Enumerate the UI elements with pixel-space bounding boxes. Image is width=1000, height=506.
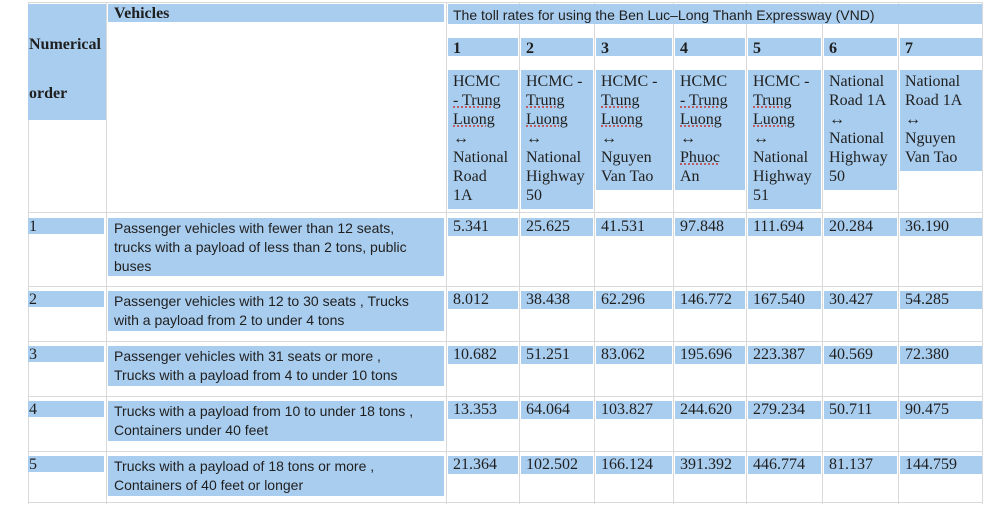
- route-line: ↔: [829, 111, 845, 128]
- vehicle-line: Trucks with a payload from 4 to under 10 tons: [114, 367, 398, 383]
- route-line: Highway: [526, 168, 585, 185]
- rate-value: 166.124: [601, 456, 653, 473]
- route-line: National: [526, 149, 582, 166]
- vehicle-line: Containers under 40 feet: [114, 422, 269, 438]
- route-line: 51: [753, 187, 769, 204]
- route-line: An: [680, 168, 700, 185]
- rate-value: 223.387: [753, 346, 805, 363]
- rate-value: 21.364: [453, 456, 497, 473]
- route-line: Trung: [526, 92, 565, 109]
- rate-value: 391.392: [680, 456, 732, 473]
- rate-value: 5.341: [453, 218, 489, 235]
- header-rates-title: The toll rates for using the Ben Luc–Long Thanh Expressway (VND): [453, 7, 875, 23]
- column-number: 7: [905, 40, 913, 57]
- rate-value: 83.062: [601, 346, 645, 363]
- rate-value: 36.190: [905, 218, 949, 235]
- rate-value: 144.759: [905, 456, 957, 473]
- vehicle-line: with a payload from 2 to under 4 tons: [114, 312, 345, 328]
- route-line: ↔: [601, 130, 617, 147]
- grid-line-vertical: [898, 2, 899, 504]
- grid-line-horizontal: [28, 286, 982, 287]
- route-line: Nguyen: [905, 130, 956, 147]
- column-route-label: [905, 72, 962, 167]
- column-number: 2: [526, 40, 534, 57]
- route-line: 1A: [453, 187, 473, 204]
- rate-value: 279.234: [753, 401, 805, 418]
- grid-line-vertical: [822, 2, 823, 504]
- column-route-label: [680, 72, 728, 186]
- vehicle-line: Passenger vehicles with fewer than 12 seats,: [114, 220, 395, 236]
- route-line: HCMC: [680, 73, 728, 90]
- rate-value: 90.475: [905, 401, 949, 418]
- rate-value: 8.012: [453, 291, 489, 308]
- route-line: Luong: [753, 111, 795, 128]
- route-line: Phuoc: [680, 149, 720, 166]
- header-order-label: order: [29, 85, 68, 102]
- rate-value: 111.694: [753, 218, 804, 235]
- row-vehicle-description: [114, 219, 407, 276]
- grid-line-vertical: [106, 2, 107, 504]
- column-route-label: [526, 72, 585, 205]
- row-order-number: 2: [29, 291, 37, 308]
- rate-value: 81.137: [829, 456, 873, 473]
- column-number: 1: [453, 40, 461, 57]
- route-line: ↔: [526, 130, 542, 147]
- rate-value: 146.772: [680, 291, 732, 308]
- route-line: ↔: [905, 111, 921, 128]
- rate-value: 97.848: [680, 218, 724, 235]
- grid-line-horizontal: [28, 341, 982, 342]
- route-line: Luong: [601, 111, 643, 128]
- rate-value: 64.064: [526, 401, 570, 418]
- row-vehicle-description: [114, 402, 413, 440]
- rate-value: 41.531: [601, 218, 645, 235]
- column-route-label: [753, 72, 812, 205]
- row-order-cell: [28, 346, 104, 362]
- rate-value: 244.620: [680, 401, 732, 418]
- route-line: Van Tao: [601, 168, 654, 185]
- rate-value: 38.438: [526, 291, 570, 308]
- column-number: 4: [680, 40, 688, 57]
- route-line: ↔: [453, 130, 469, 147]
- rate-value: 40.569: [829, 346, 873, 363]
- column-route-label: [453, 72, 508, 205]
- route-line: Van Tao: [905, 149, 958, 166]
- rate-value: 20.284: [829, 218, 873, 235]
- route-line: Luong: [680, 111, 722, 128]
- vehicle-line: Trucks with a payload from 10 to under 18 tons ,: [114, 403, 414, 419]
- route-line: National: [829, 130, 885, 147]
- route-line: Road: [453, 168, 487, 185]
- rate-value: 50.711: [829, 401, 873, 418]
- rate-value: 103.827: [601, 401, 653, 418]
- row-order-cell: [28, 456, 104, 472]
- route-line: National: [905, 73, 961, 90]
- route-line: HCMC -: [753, 73, 810, 90]
- grid-line-vertical: [594, 2, 595, 504]
- rate-value: 446.774: [753, 456, 805, 473]
- route-line: - Trung: [680, 92, 728, 109]
- grid-line-vertical: [673, 2, 674, 504]
- rate-value: 30.427: [829, 291, 873, 308]
- route-line: Luong: [453, 111, 495, 128]
- header-numerical-label: Numerical: [29, 36, 101, 53]
- row-order-number: 3: [29, 346, 37, 363]
- column-number: 6: [829, 40, 837, 57]
- grid-line-horizontal: [28, 502, 982, 503]
- grid-line-vertical: [982, 2, 983, 504]
- route-line: - Trung: [453, 92, 501, 109]
- row-order-number: 5: [29, 456, 37, 473]
- rate-value: 10.682: [453, 346, 497, 363]
- route-line: Highway: [753, 168, 812, 185]
- row-vehicle-description: [114, 347, 398, 385]
- vehicle-line: Trucks with a payload of 18 tons or more ,: [114, 458, 375, 474]
- route-line: ↔: [680, 130, 696, 147]
- grid-line-vertical: [446, 2, 447, 504]
- vehicle-line: Passenger vehicles with 12 to 30 seats , Trucks: [114, 293, 409, 309]
- route-line: National: [829, 73, 885, 90]
- route-line: Nguyen: [601, 149, 652, 166]
- column-route-label: [601, 72, 657, 186]
- route-line: 50: [526, 187, 542, 204]
- row-order-number: 1: [29, 218, 37, 235]
- route-line: HCMC -: [526, 73, 583, 90]
- rate-value: 167.540: [753, 291, 805, 308]
- rate-value: 51.251: [526, 346, 570, 363]
- row-order-cell: [28, 401, 104, 417]
- grid-line-horizontal: [28, 451, 982, 452]
- grid-line-horizontal: [28, 212, 982, 213]
- rate-value: 13.353: [453, 401, 497, 418]
- route-line: National: [753, 149, 809, 166]
- vehicle-line: Containers of 40 feet or longer: [114, 477, 304, 493]
- row-vehicle-description: [114, 457, 374, 495]
- rate-value: 195.696: [680, 346, 732, 363]
- header-vehicles-label: Vehicles: [114, 5, 170, 22]
- grid-line-vertical: [746, 2, 747, 504]
- vehicle-line: buses: [114, 258, 152, 274]
- route-line: HCMC: [453, 73, 501, 90]
- rate-value: 102.502: [526, 456, 578, 473]
- route-line: Highway: [829, 149, 888, 166]
- rate-value: 54.285: [905, 291, 949, 308]
- route-line: Road 1A: [829, 92, 887, 109]
- row-vehicle-description: [114, 292, 409, 330]
- route-line: Trung: [753, 92, 792, 109]
- column-number: 3: [601, 40, 609, 57]
- grid-line-horizontal: [28, 2, 982, 3]
- row-order-cell: [28, 218, 104, 234]
- column-route-label: [829, 72, 888, 186]
- route-line: Trung: [601, 92, 640, 109]
- route-line: Road 1A: [905, 92, 963, 109]
- rate-value: 62.296: [601, 291, 645, 308]
- route-line: Luong: [526, 111, 568, 128]
- row-order-cell: [28, 291, 104, 307]
- route-line: 50: [829, 168, 845, 185]
- vehicle-line: trucks with a payload of less than 2 tons, public: [114, 239, 407, 255]
- vehicle-line: Passenger vehicles with 31 seats or more ,: [114, 348, 381, 364]
- column-number: 5: [753, 40, 761, 57]
- grid-line-horizontal: [28, 396, 982, 397]
- route-line: HCMC -: [601, 73, 658, 90]
- rate-value: 25.625: [526, 218, 570, 235]
- grid-line-vertical: [519, 2, 520, 504]
- route-line: ↔: [753, 130, 769, 147]
- rate-value: 72.380: [905, 346, 949, 363]
- route-line: National: [453, 149, 509, 166]
- row-order-number: 4: [29, 401, 37, 418]
